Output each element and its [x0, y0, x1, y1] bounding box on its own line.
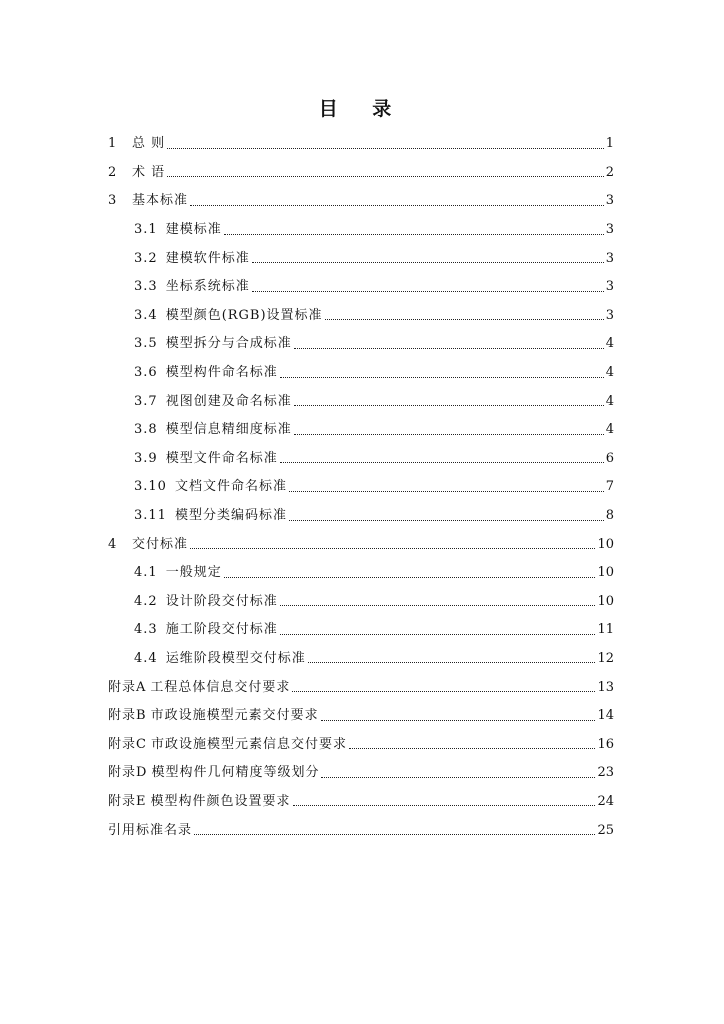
- toc-entry-number: 3.10: [134, 479, 167, 495]
- toc-entry[interactable]: [108, 330, 614, 359]
- toc-entry[interactable]: [108, 273, 614, 302]
- toc-entry-number: 3.8: [134, 422, 158, 438]
- toc-entry[interactable]: [108, 559, 614, 588]
- toc-entry-number: 4: [108, 536, 118, 552]
- toc-entry-label: 施工阶段交付标准: [165, 622, 278, 638]
- toc-entry-label: 坐标系统标准: [165, 279, 250, 295]
- toc-entry-label: 运维阶段模型交付标准: [165, 650, 306, 666]
- toc-entry[interactable]: [108, 788, 614, 817]
- dot-leader: [252, 291, 604, 292]
- toc-entry-label: 模型文件命名标准: [165, 450, 278, 466]
- toc-entry-page-number: 8: [605, 508, 614, 524]
- dot-leader: [294, 405, 604, 406]
- dot-leader: [325, 319, 604, 320]
- toc-entry-label: 建模标准: [165, 222, 222, 238]
- toc-entry-number: 4.4: [134, 650, 158, 666]
- toc-entry[interactable]: [108, 159, 614, 188]
- toc-entry-number: 附录B: [108, 708, 147, 724]
- toc-entry-number: 3.4: [134, 307, 158, 323]
- toc-entry-page-number: 10: [597, 565, 614, 581]
- dot-leader: [167, 148, 604, 149]
- toc-entry-page-number: 4: [605, 422, 614, 438]
- toc-entry-page-number: 6: [605, 450, 614, 466]
- toc-entry[interactable]: [108, 187, 614, 216]
- toc-entry-page-number: 3: [605, 222, 614, 238]
- dot-leader: [293, 805, 596, 806]
- toc-entry-label: 总 则: [132, 136, 166, 152]
- toc-entry[interactable]: [108, 588, 614, 617]
- toc-entry-number: 3.6: [134, 365, 158, 381]
- toc-entry-page-number: 14: [597, 708, 614, 724]
- toc-entry[interactable]: [108, 473, 614, 502]
- dot-leader: [289, 520, 604, 521]
- toc-entry[interactable]: [108, 387, 614, 416]
- toc-entry-page-number: 10: [597, 593, 614, 609]
- dot-leader: [252, 262, 604, 263]
- toc-entry-label: 设计阶段交付标准: [165, 593, 278, 609]
- dot-leader: [321, 720, 596, 721]
- toc-entry[interactable]: [108, 216, 614, 245]
- toc-entry-page-number: 25: [597, 822, 614, 838]
- dot-leader: [280, 377, 604, 378]
- dot-leader: [321, 777, 595, 778]
- toc-entry-label: 市政设施模型元素信息交付要求: [150, 736, 347, 752]
- toc-entry-label: 模型信息精细度标准: [165, 422, 292, 438]
- toc-entry[interactable]: [108, 673, 614, 702]
- dot-leader: [224, 577, 596, 578]
- toc-entry-page-number: 16: [597, 736, 614, 752]
- toc-entry-page-number: 3: [605, 279, 614, 295]
- toc-entry-number: 3.1: [134, 222, 158, 238]
- toc-entry[interactable]: [108, 502, 614, 531]
- toc-entry-number: 3.9: [134, 450, 158, 466]
- toc-entry-number: 3.2: [134, 250, 158, 266]
- dot-leader: [280, 462, 604, 463]
- toc-entry-label: 模型拆分与合成标准: [165, 336, 292, 352]
- toc-entry-number: 3.5: [134, 336, 158, 352]
- toc-entry-page-number: 4: [605, 365, 614, 381]
- toc-entry-label: 术 语: [132, 164, 166, 180]
- toc-entry-number: 4.3: [134, 622, 158, 638]
- toc-entry-page-number: 3: [605, 250, 614, 266]
- toc-entry-label: 模型分类编码标准: [174, 508, 287, 524]
- toc-entry-number: 4.2: [134, 593, 158, 609]
- toc-entry-number: 3: [108, 193, 118, 209]
- toc-entry-page-number: 10: [597, 536, 614, 552]
- dot-leader: [190, 548, 595, 549]
- toc-title: 目 录: [318, 98, 406, 120]
- toc-entry-number: 附录E: [108, 793, 147, 809]
- toc-entry-label: 文档文件命名标准: [174, 479, 287, 495]
- toc-entry-number: 2: [108, 164, 118, 180]
- toc-entry-page-number: 3: [605, 193, 614, 209]
- dot-leader: [224, 234, 604, 235]
- toc-entry-label: 市政设施模型元素交付要求: [150, 708, 319, 724]
- dot-leader: [292, 691, 595, 692]
- toc-entry-number: 3.11: [134, 508, 167, 524]
- toc-entry-label: 工程总体信息交付要求: [150, 679, 291, 695]
- toc-entry[interactable]: [108, 530, 614, 559]
- toc-entry-page-number: 7: [605, 479, 614, 495]
- dot-leader: [280, 605, 596, 606]
- dot-leader: [294, 348, 604, 349]
- toc-entry-page-number: 11: [597, 622, 614, 638]
- toc-entry[interactable]: [108, 645, 614, 674]
- toc-entry[interactable]: [108, 730, 614, 759]
- toc-entry-page-number: 2: [605, 164, 614, 180]
- toc-entry[interactable]: [108, 416, 614, 445]
- toc-entry[interactable]: [108, 130, 614, 159]
- dot-leader: [349, 748, 595, 749]
- toc-entry-label: 引用标准名录: [108, 822, 193, 838]
- toc-entry-label: 基本标准: [132, 193, 189, 209]
- toc-entry-label: 模型构件几何精度等级划分: [151, 765, 320, 781]
- toc-entry-page-number: 4: [605, 393, 614, 409]
- toc-entry-number: 附录C: [108, 736, 147, 752]
- toc-entry-number: 3.7: [134, 393, 158, 409]
- toc-entry-label: 模型构件颜色设置要求: [150, 793, 291, 809]
- toc-entry-number: 1: [108, 136, 118, 152]
- dot-leader: [167, 176, 604, 177]
- toc-entry[interactable]: [108, 359, 614, 388]
- toc-entry-page-number: 3: [605, 307, 614, 323]
- toc-entry[interactable]: [108, 616, 614, 645]
- table-of-contents: [108, 130, 614, 845]
- toc-entry[interactable]: [108, 244, 614, 273]
- toc-entry[interactable]: [108, 816, 614, 845]
- toc-entry-page-number: 12: [597, 650, 614, 666]
- toc-entry-label: 模型颜色(RGB)设置标准: [165, 307, 323, 323]
- toc-entry-label: 交付标准: [132, 536, 189, 552]
- toc-entry[interactable]: [108, 702, 614, 731]
- dot-leader: [194, 834, 595, 835]
- toc-entry-label: 一般规定: [165, 565, 222, 581]
- dot-leader: [190, 205, 604, 206]
- toc-entry-number: 4.1: [134, 565, 158, 581]
- toc-entry-page-number: 23: [597, 765, 614, 781]
- toc-entry-number: 3.3: [134, 279, 158, 295]
- dot-leader: [280, 634, 596, 635]
- toc-entry-label: 模型构件命名标准: [165, 365, 278, 381]
- toc-entry-page-number: 4: [605, 336, 614, 352]
- toc-entry-number: 附录D: [108, 765, 148, 781]
- toc-entry-page-number: 24: [597, 793, 614, 809]
- toc-entry-number: 附录A: [108, 679, 147, 695]
- toc-entry[interactable]: [108, 759, 614, 788]
- dot-leader: [289, 491, 604, 492]
- toc-entry-page-number: 13: [597, 679, 614, 695]
- dot-leader: [308, 662, 596, 663]
- dot-leader: [294, 434, 604, 435]
- toc-entry[interactable]: [108, 302, 614, 331]
- toc-entry[interactable]: [108, 445, 614, 474]
- toc-entry-label: 建模软件标准: [165, 250, 250, 266]
- toc-entry-label: 视图创建及命名标准: [165, 393, 292, 409]
- toc-entry-page-number: 1: [605, 136, 614, 152]
